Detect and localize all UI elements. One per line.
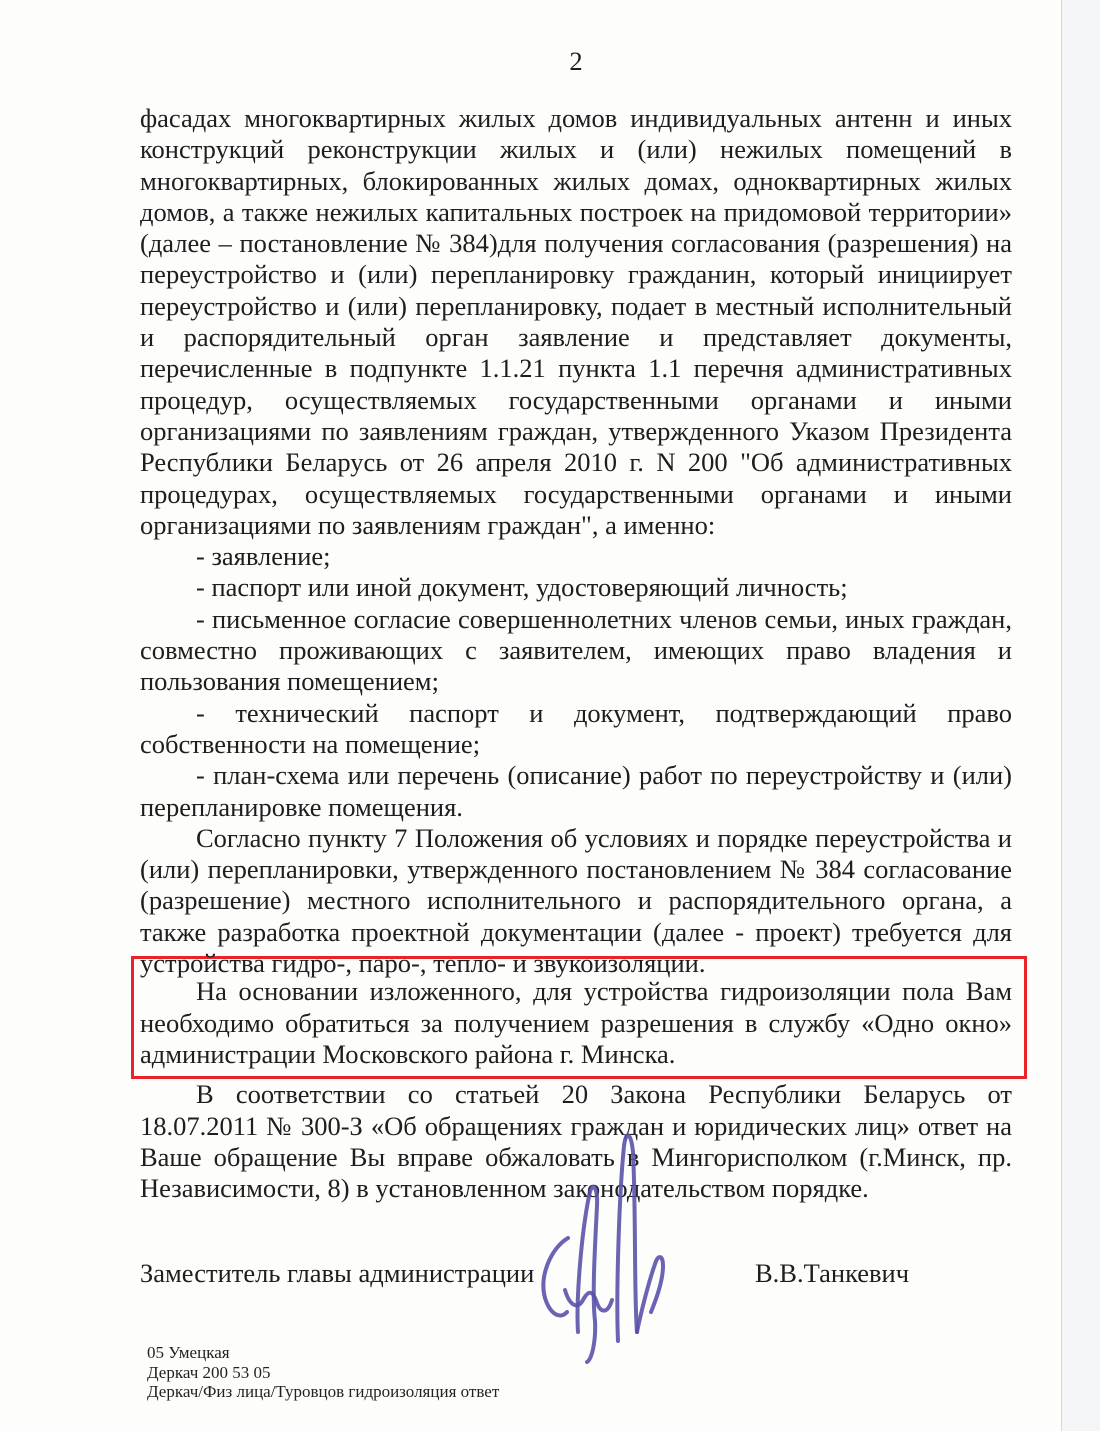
list-item: - план-схема или перечень (описание) работ по переустройству и (или) перепланировке помещения.	[140, 760, 1012, 822]
signature-stroke	[543, 1238, 568, 1316]
footer-reference	[147, 1343, 499, 1402]
page-number: 2	[569, 46, 583, 76]
scan-page-edge	[1061, 0, 1100, 1431]
signature-stroke	[565, 1290, 612, 1311]
highlighted-paragraph: На основании изложенного, для устройства гидроизоляции пола Вам необходимо обратиться за получением разрешения в службу «Одно окно» администрации Московского района г. Минска.	[140, 976, 1012, 1069]
list-item: - паспорт или иной документ, удостоверяющий личность;	[196, 572, 848, 603]
footer-line: 05 Умецкая	[147, 1343, 230, 1362]
list-item: - заявление;	[196, 541, 331, 572]
signatory-title: Заместитель главы администрации	[140, 1258, 535, 1288]
footer-line: Деркач 200 53 05	[147, 1362, 271, 1382]
letter-body	[140, 103, 1012, 1204]
signature-stroke	[617, 1135, 637, 1341]
signature-stroke	[637, 1257, 663, 1332]
list-item: - технический паспорт и документ, подтверждающий право собственности на помещение;	[140, 697, 1012, 759]
continuation-paragraph: фасадах многоквартирных жилых домов индивидуальных антенн и иных конструкций реконструкции жилых и (или) нежилых помещений в многоквартирных, блокированных жилых домах, одноквартирных жилых домов, а также нежилых капитальных построек на придомовой территории» (далее – постановление № 384)для получения согласования (разрешения) на переустройство и (или) перепланировку гражданин, который инициирует переустройство и (или) перепланировку, подает в местный исполнительный и распорядительный орган заявление и представляет документы, перечисленные в подпункте 1.1.21 пункта 1.1 перечня административных процедур, осуществляемых государственными органами и иными организациями по заявлениям граждан, утвержденного Указом Президента Республики Беларусь от 26 апреля 2010 г. N 200 "Об административных процедурах, осуществляемых государственными органами и иными организациями по заявлениям граждан", а именно:	[140, 103, 1012, 540]
footer-line: Деркач/Физ лица/Туровцов гидроизоляция ответ	[147, 1382, 500, 1401]
signature-stroke	[578, 1187, 598, 1362]
handwritten-signature	[503, 1116, 683, 1376]
signatory-name: В.В.Танкевич	[755, 1258, 910, 1288]
regulation-paragraph: Согласно пункту 7 Положения об условиях и порядке переустройства и (или) перепланировки, утвержденного постановлением № 384 согласование (разрешение) местного исполнительного и распорядительного органа, а также разработка проектной документации (далее - проект) требуется для устройства гидро-, паро-, тепло- и звукоизоляции.	[140, 822, 1012, 979]
appeal-paragraph: В соответствии со статьей 20 Закона Республики Беларусь от 18.07.2011 № 300-З «Об обращениях граждан и юридических лиц» ответ на Ваше обращение Вы вправе обжаловать в Мингорисполком (г.Минск, пр. Независимости, 8) в установленном законодательством порядке.	[140, 1079, 1012, 1204]
list-item: - письменное согласие совершеннолетних членов семьи, иных граждан, совместно проживающих с заявителем, имеющих право владения и пользования помещением;	[140, 603, 1012, 697]
